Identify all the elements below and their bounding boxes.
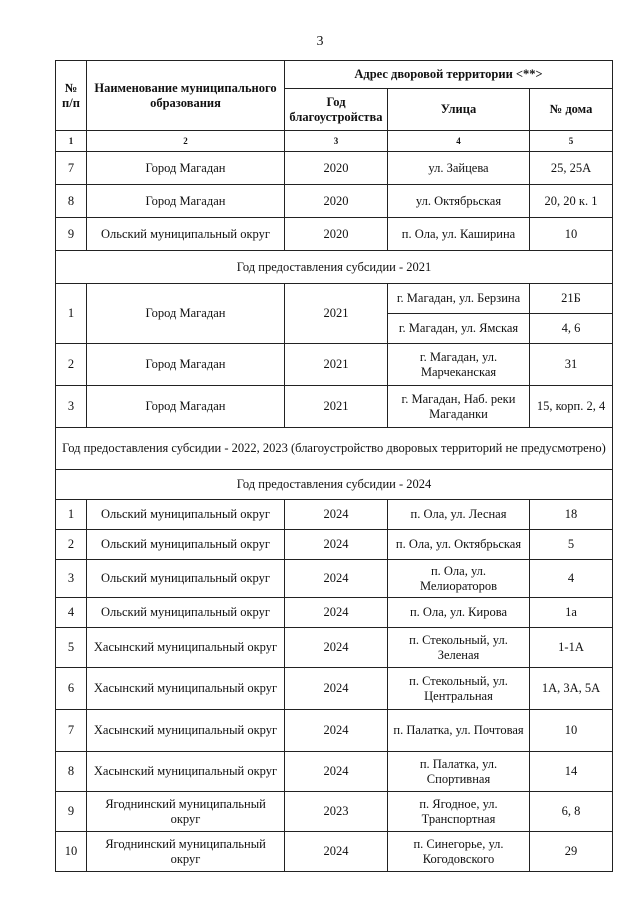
row-number: 7: [56, 152, 87, 185]
table-row: [56, 386, 613, 428]
house-cell: 29: [530, 832, 613, 872]
year-cell: 2024: [285, 668, 388, 710]
row-number: 3: [56, 386, 87, 428]
section-title: Год предоставления субсидии - 2022, 2023 (благоустройство дворовых территорий не предусмотрено): [56, 428, 613, 470]
street-cell: г. Магадан, ул. Берзина: [388, 284, 530, 314]
street-cell: п. Ягодное, ул. Транспортная: [388, 792, 530, 832]
house-cell: 20, 20 к. 1: [530, 185, 613, 218]
year-cell: 2024: [285, 710, 388, 752]
house-cell: 6, 8: [530, 792, 613, 832]
house-cell: 1-1А: [530, 628, 613, 668]
table-row: [56, 752, 613, 792]
street-cell: ул. Октябрьская: [388, 185, 530, 218]
municipality-cell: Город Магадан: [87, 344, 285, 386]
row-number: 6: [56, 668, 87, 710]
house-cell: 14: [530, 752, 613, 792]
row-number: 4: [56, 598, 87, 628]
street-cell: ул. Зайцева: [388, 152, 530, 185]
house-cell: 4: [530, 560, 613, 598]
table-row: [56, 668, 613, 710]
municipality-cell: Город Магадан: [87, 386, 285, 428]
house-cell: 1А, 3А, 5А: [530, 668, 613, 710]
year-cell: 2020: [285, 185, 388, 218]
municipality-cell: Хасынский муниципальный округ: [87, 752, 285, 792]
street-cell: г. Магадан, Наб. реки Магаданки: [388, 386, 530, 428]
header-street: Улица: [388, 89, 530, 131]
house-cell: 15, корп. 2, 4: [530, 386, 613, 428]
street-cell: п. Ола, ул. Кирова: [388, 598, 530, 628]
page-number: 3: [316, 34, 324, 49]
row-number: 7: [56, 710, 87, 752]
municipality-cell: Ольский муниципальный округ: [87, 598, 285, 628]
municipality-cell: Город Магадан: [87, 284, 285, 344]
street-cell: п. Ола, ул. Мелиораторов: [388, 560, 530, 598]
house-cell: 31: [530, 344, 613, 386]
section-title: Год предоставления субсидии - 2024: [56, 470, 613, 500]
street-cell: п. Синегорье, ул. Когодовского: [388, 832, 530, 872]
year-cell: 2024: [285, 530, 388, 560]
street-cell: г. Магадан, ул. Ямская: [388, 314, 530, 344]
street-cell: п. Ола, ул. Каширина: [388, 218, 530, 251]
header-year: Год благоустройства: [285, 89, 388, 131]
section-row: [56, 470, 613, 500]
municipality-cell: Хасынский муниципальный округ: [87, 710, 285, 752]
year-cell: 2024: [285, 560, 388, 598]
house-cell: 4, 6: [530, 314, 613, 344]
row-number: 9: [56, 218, 87, 251]
street-cell: п. Ола, ул. Лесная: [388, 500, 530, 530]
house-cell: 5: [530, 530, 613, 560]
year-cell: 2021: [285, 284, 388, 344]
table-row: [56, 560, 613, 598]
table-row: [56, 832, 613, 872]
row-number: 8: [56, 752, 87, 792]
municipality-cell: Ольский муниципальный округ: [87, 218, 285, 251]
table-row: [56, 344, 613, 386]
house-cell: 18: [530, 500, 613, 530]
column-numbers-row: [56, 131, 613, 152]
house-cell: 25, 25А: [530, 152, 613, 185]
row-number: 5: [56, 628, 87, 668]
table-body: [56, 131, 613, 872]
year-cell: 2021: [285, 344, 388, 386]
year-cell: 2020: [285, 218, 388, 251]
row-number: 1: [56, 500, 87, 530]
row-number: 10: [56, 832, 87, 872]
municipality-cell: Ольский муниципальный округ: [87, 560, 285, 598]
column-number: 1: [56, 131, 87, 152]
house-cell: 10: [530, 218, 613, 251]
row-number: 3: [56, 560, 87, 598]
header-house: № дома: [530, 89, 613, 131]
table-row: [56, 792, 613, 832]
table-row: [56, 530, 613, 560]
column-number: 4: [388, 131, 530, 152]
house-cell: 21Б: [530, 284, 613, 314]
row-number: 2: [56, 344, 87, 386]
table-row: [56, 628, 613, 668]
column-number: 5: [530, 131, 613, 152]
table-row: [56, 598, 613, 628]
column-number: 3: [285, 131, 388, 152]
street-cell: п. Стекольный, ул. Зеленая: [388, 628, 530, 668]
row-number: 9: [56, 792, 87, 832]
house-cell: 1а: [530, 598, 613, 628]
table-row: [56, 710, 613, 752]
section-title: Год предоставления субсидии - 2021: [56, 251, 613, 284]
header-num: № п/п: [56, 61, 87, 131]
municipality-cell: Ягоднинский муниципальный округ: [87, 832, 285, 872]
year-cell: 2024: [285, 628, 388, 668]
municipality-cell: Город Магадан: [87, 152, 285, 185]
table-row: [56, 218, 613, 251]
year-cell: 2024: [285, 598, 388, 628]
municipality-cell: Ольский муниципальный округ: [87, 530, 285, 560]
section-row: [56, 251, 613, 284]
house-cell: 10: [530, 710, 613, 752]
table-row: [56, 152, 613, 185]
year-cell: 2020: [285, 152, 388, 185]
street-cell: п. Палатка, ул. Почтовая: [388, 710, 530, 752]
street-cell: п. Ола, ул. Октябрьская: [388, 530, 530, 560]
table-row: [56, 500, 613, 530]
municipality-cell: Город Магадан: [87, 185, 285, 218]
table-row: [56, 284, 613, 314]
row-number: 8: [56, 185, 87, 218]
street-cell: п. Палатка, ул. Спортивная: [388, 752, 530, 792]
year-cell: 2024: [285, 832, 388, 872]
row-number: 1: [56, 284, 87, 344]
street-cell: г. Магадан, ул. Марчеканская: [388, 344, 530, 386]
municipality-cell: Хасынский муниципальный округ: [87, 628, 285, 668]
section-row: [56, 428, 613, 470]
municipality-cell: Хасынский муниципальный округ: [87, 668, 285, 710]
header-address-group: Адрес дворовой территории <**>: [285, 61, 613, 89]
year-cell: 2021: [285, 386, 388, 428]
table-row: [56, 185, 613, 218]
row-number: 2: [56, 530, 87, 560]
municipality-cell: Ягоднинский муниципальный округ: [87, 792, 285, 832]
courtyard-registry-table: [55, 60, 613, 872]
municipality-cell: Ольский муниципальный округ: [87, 500, 285, 530]
year-cell: 2024: [285, 500, 388, 530]
year-cell: 2023: [285, 792, 388, 832]
column-number: 2: [87, 131, 285, 152]
street-cell: п. Стекольный, ул. Центральная: [388, 668, 530, 710]
year-cell: 2024: [285, 752, 388, 792]
header-municipality: Наименование муниципального образования: [87, 61, 285, 131]
